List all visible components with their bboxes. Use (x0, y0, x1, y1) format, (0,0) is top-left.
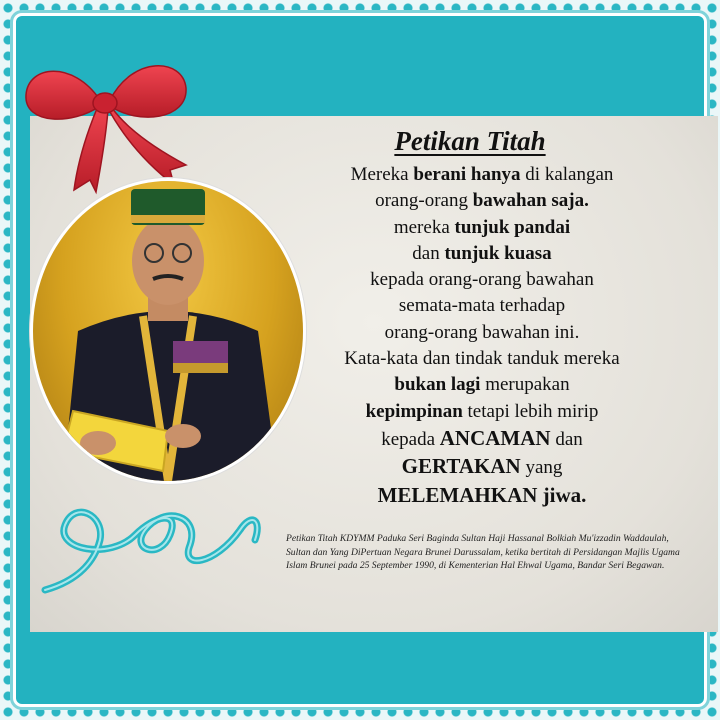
page-title: Petikan Titah (394, 126, 546, 156)
quote-line (282, 267, 682, 293)
quote-line (282, 162, 682, 188)
portrait-figure-icon (33, 181, 303, 481)
quote-segment: orang-orang bawahan ini. (384, 321, 580, 343)
quote-segment: dan (412, 242, 445, 264)
quote-emphasis: bawahan saja. (472, 190, 589, 212)
quote-line (282, 399, 682, 425)
quote-segment: kepada orang-orang bawahan (370, 269, 594, 291)
quote-segment: orang-orang (375, 190, 473, 212)
quote-emphasis: tunjuk pandai (454, 216, 571, 238)
quote-line (282, 320, 682, 346)
ribbon-swirl-icon (40, 490, 270, 600)
quote-line (282, 215, 682, 241)
quote-emphasis: tunjuk kuasa (444, 242, 552, 264)
ribbon-bow-icon (18, 40, 198, 200)
quote-line (282, 453, 682, 481)
source-caption: Petikan Titah KDYMM Paduka Seri Baginda Sultan Haji Hassanal Bolkiah Mu'izzadin Waddaulah, Sultan dan Yang DiPertuan Negara Brunei Darussalam, ketika bertitah di Persidangan Majlis Ugama Islam Brunei pada 25 September 1990, di Kementerian Hal Ehwal Ugama, Bandar Seri Begawan. (286, 533, 680, 571)
quote-emphasis: berani hanya (413, 164, 521, 185)
quote-line (282, 425, 682, 453)
quote-segment: Kata-kata dan tindak tanduk mereka (344, 348, 620, 370)
quote-emphasis: MELEMAHKAN jiwa. (377, 482, 587, 507)
quote-segment: merupakan (480, 374, 570, 396)
quote-segment: dan (550, 428, 583, 450)
quote-segment: yang (520, 457, 563, 479)
quote-line (282, 188, 682, 214)
quote-segment: kepada (381, 428, 440, 450)
quote-segment: semata-mata terhadap (398, 295, 566, 317)
quote-emphasis: bukan lagi (394, 374, 481, 396)
quote-segment: di kalangan (520, 164, 614, 185)
quote-line (282, 346, 682, 372)
quote-line (282, 372, 682, 398)
quote-line (282, 482, 682, 510)
quote-segment: tetapi lebih mirip (462, 400, 599, 422)
quote-line (282, 241, 682, 267)
quote-emphasis: GERTAKAN (401, 454, 521, 479)
quote-line (282, 293, 682, 319)
quote-segment: Mereka (350, 164, 414, 185)
quote-emphasis: kepimpinan (365, 400, 463, 422)
quote-text (282, 162, 682, 510)
portrait-photo (30, 178, 306, 484)
quote-segment: mereka (393, 216, 455, 238)
quote-emphasis: ANCAMAN (439, 425, 551, 450)
